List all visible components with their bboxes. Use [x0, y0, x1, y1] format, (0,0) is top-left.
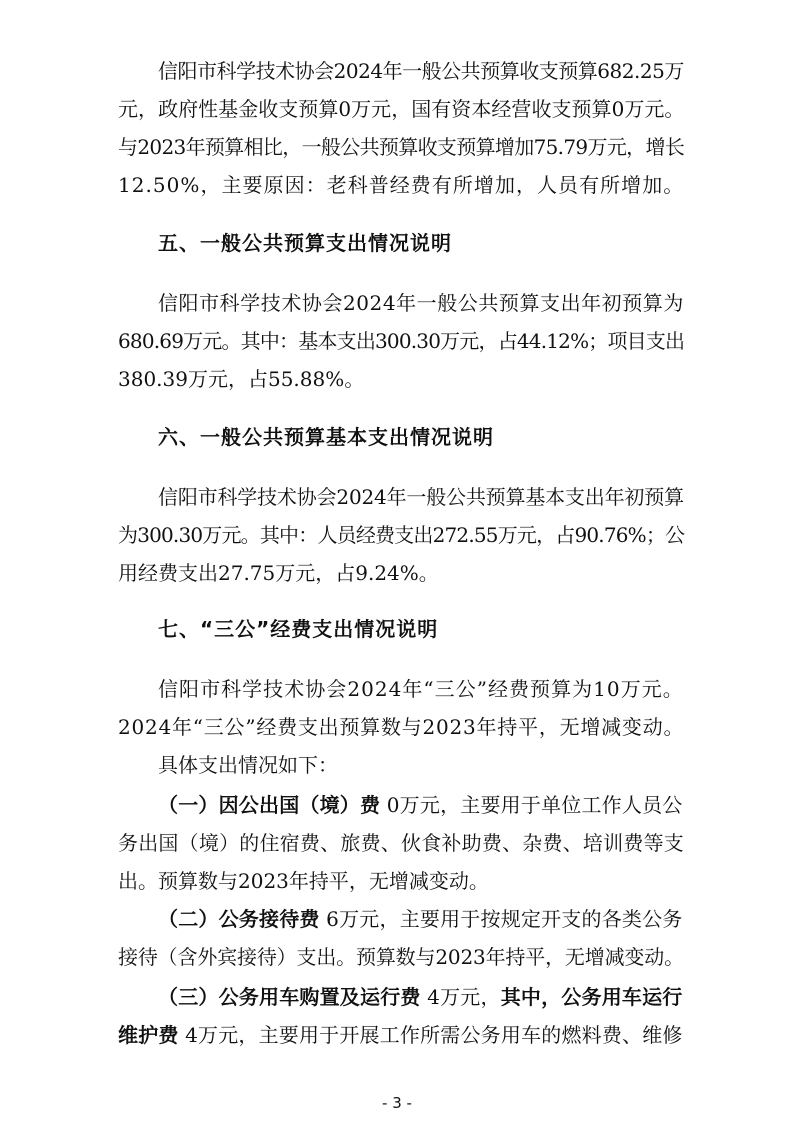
paragraph-line: 信阳市科学技术协会2024年一般公共预算支出年初预算为	[158, 291, 684, 315]
item-1-label: （一）因公出国（境）费	[158, 793, 381, 817]
paragraph-line: 信阳市科学技术协会2024年一般公共预算基本支出年初预算	[158, 485, 684, 509]
paragraph-line: 380.39万元，占55.88%。	[118, 367, 365, 391]
item-3-text: 4万元，	[420, 985, 501, 1009]
paragraph-line: 680.69万元。其中：基本支出300.30万元，占44.12%；项目支出	[118, 329, 685, 353]
paragraph-line: 与2023年预算相比，一般公共预算收支预算增加75.79万元，增长	[118, 135, 685, 159]
paragraph-line: 出。预算数与2023年持平，无增减变动。	[118, 869, 489, 893]
item-1-line	[158, 792, 683, 818]
item-2-line	[158, 906, 683, 932]
paragraph-line: 2024年“三公”经费支出预算数与2023年持平，无增减变动。	[118, 715, 685, 739]
item-1-text: 0万元，主要用于单位工作人员公	[380, 793, 683, 817]
paragraph-line: 12.50%，主要原因：老科普经费有所增加，人员有所增加。	[118, 173, 685, 197]
paragraph-line: 信阳市科学技术协会2024年“三公”经费预算为10万元。	[158, 677, 684, 701]
paragraph-line: 为300.30万元。其中：人员经费支出272.55万元，占90.76%；公	[118, 523, 685, 547]
item-3-line-2	[118, 1022, 683, 1048]
paragraph-line: 接待（含外宾接待）支出。预算数与2023年持平，无增减变动。	[118, 945, 684, 969]
item-3-sublabel: 其中，公务用车运行	[500, 985, 683, 1009]
paragraph-line: 具体支出情况如下：	[158, 753, 338, 777]
section-heading-5: 五、一般公共预算支出情况说明	[158, 231, 452, 255]
paragraph-line: 务出国（境）的住宿费、旅费、伙食补助费、杂费、培训费等支	[118, 831, 684, 855]
section-heading-7: 七、“三公”经费支出情况说明	[158, 617, 439, 641]
section-heading-6: 六、一般公共预算基本支出情况说明	[158, 425, 494, 449]
paragraph-line: 元，政府性基金收支预算0万元，国有资本经营收支预算0万元。	[118, 97, 685, 121]
page-number: - 3 -	[382, 1094, 412, 1112]
item-3-sublabel-2: 维护费	[118, 1023, 179, 1047]
item-3-line	[158, 984, 683, 1010]
item-3-label: （三）公务用车购置及运行费	[158, 985, 421, 1009]
paragraph-line: 用经费支出27.75万元，占9.24%。	[118, 561, 439, 585]
item-2-label: （二）公务接待费	[158, 907, 320, 931]
paragraph-line: 信阳市科学技术协会2024年一般公共预算收支预算682.25万	[158, 59, 684, 83]
item-2-text: 6万元，主要用于按规定开支的各类公务	[319, 907, 683, 931]
item-3-text-2: 4万元，主要用于开展工作所需公务用车的燃料费、维修	[178, 1023, 683, 1047]
